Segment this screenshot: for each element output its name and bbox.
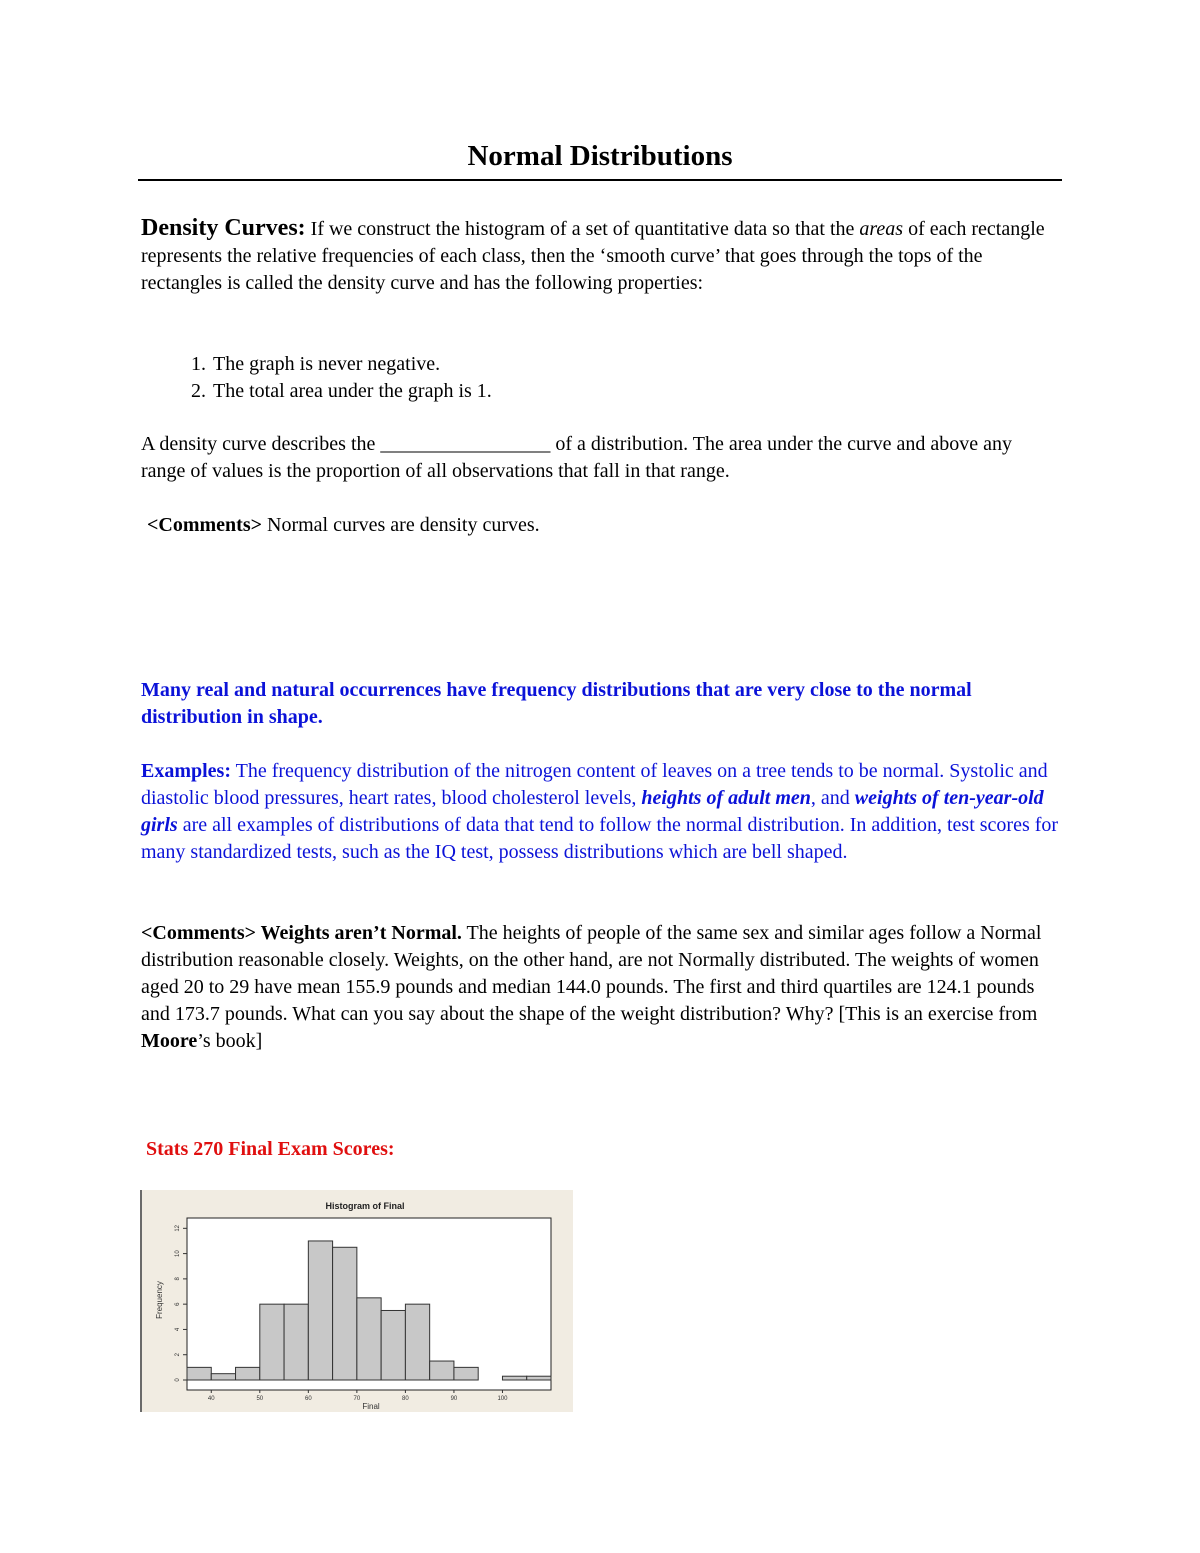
y-tick-label: 12 <box>175 1224 181 1232</box>
comment-normal-curves <box>147 512 1067 539</box>
x-axis-ticks <box>208 1390 508 1402</box>
examples-label: Examples: <box>141 760 231 782</box>
density-text-b: of each rectangle represents the relative frequencies of each class, then the ‘smooth curve’ that goes through the tops of the rectangles is called the density curve and has the following properties: <box>141 218 1045 294</box>
x-tick-label: 60 <box>304 1396 312 1402</box>
author-name: Moore <box>141 1030 198 1052</box>
areas-emphasis: areas <box>859 218 904 240</box>
y-axis-label: Frequency <box>155 1281 164 1319</box>
examples-paragraph <box>141 758 1061 866</box>
y-axis-ticks <box>175 1224 187 1381</box>
stats-section-title: Stats 270 Final Exam Scores: <box>146 1138 395 1160</box>
histogram-figure <box>140 1190 573 1412</box>
comment-text: Normal curves are density curves. <box>262 514 540 536</box>
weights-text-1: The heights of people of the same sex and similar ages follow a Normal distribution reasonable closely. Weights, on the other hand, are not Normally distributed. The weights of women aged 20 to 29 have mean 155.9 pounds and median 144.0 pounds. The first and third quartiles are 124.1 pounds and 173.7 pounds. What can you say about the shape of the weight distribution? Why? [This is an exercise from <box>141 922 1042 1025</box>
histogram-bar <box>187 1367 211 1380</box>
weights-text-2: ’s book] <box>197 1030 263 1052</box>
histogram-bar <box>236 1367 260 1380</box>
y-tick-label: 0 <box>175 1378 181 1382</box>
x-tick-label: 70 <box>353 1396 361 1402</box>
histogram-bar <box>430 1361 454 1380</box>
histogram-bar <box>502 1376 526 1380</box>
histogram-bar <box>454 1367 478 1380</box>
natural-occurrences-paragraph: Many real and natural occurrences have frequency distributions that are very close to the normal distribution in shape. <box>141 679 972 728</box>
density-curves-paragraph <box>141 215 1061 297</box>
page-title: Normal Distributions <box>467 140 733 172</box>
histogram-bar <box>260 1304 284 1380</box>
y-tick-label: 6 <box>175 1302 181 1306</box>
examples-text-3: are all examples of distributions of data that tend to follow the normal distribution. In addition, test scores for many standardized tests, such as the IQ test, possess distributions which are bell shaped. <box>141 814 1059 863</box>
title-underline <box>138 179 1062 181</box>
y-tick-label: 2 <box>175 1353 181 1357</box>
density-curves-term: Density Curves: <box>141 215 306 241</box>
weights-heading: Weights aren’t Normal. <box>256 922 462 944</box>
histogram-bar <box>527 1376 551 1380</box>
x-tick-label: 40 <box>207 1396 215 1402</box>
list-item: 1. The graph is never negative. <box>211 351 492 378</box>
x-tick-label: 100 <box>497 1396 508 1402</box>
list-item: 2. The total area under the graph is 1. <box>211 378 492 405</box>
heights-emphasis: heights of adult men <box>641 787 811 809</box>
histogram-bar <box>284 1304 308 1380</box>
x-tick-label: 50 <box>256 1396 264 1402</box>
chart-title: Histogram of Final <box>325 1201 405 1211</box>
density-describes-paragraph: A density curve describes the _________________ of a distribution. The area under the curve and above any range of values is the proportion of all observations that fall in that range. <box>141 433 1013 482</box>
density-text-a: If we construct the histogram of a set of quantitative data so that the <box>305 218 860 240</box>
histogram-bar <box>333 1247 357 1380</box>
x-axis-label: Final <box>362 1402 380 1411</box>
comment-weights-paragraph <box>141 920 1061 1055</box>
histogram-bar <box>405 1304 429 1380</box>
y-tick-label: 10 <box>175 1250 181 1257</box>
x-tick-label: 80 <box>402 1396 409 1402</box>
y-tick-label: 4 <box>175 1327 181 1332</box>
histogram-bar <box>357 1298 381 1380</box>
histogram-bar <box>381 1310 405 1380</box>
properties-list <box>171 351 492 405</box>
histogram-bar <box>308 1241 332 1380</box>
comment-tag: <Comments> <box>141 922 256 944</box>
weights-emphasis: weights of ten-year-old girls <box>141 787 1044 836</box>
x-tick-label: 90 <box>450 1396 458 1402</box>
examples-text-1: The frequency distribution of the nitrogen content of leaves on a tree tends to be normal. Systolic and diastolic blood pressures, heart rates, blood cholesterol levels, <box>141 760 1048 809</box>
y-tick-label: 8 <box>175 1277 181 1281</box>
histogram-bar <box>211 1374 235 1380</box>
examples-text-2: , and <box>810 787 855 809</box>
histogram-chart <box>142 1190 573 1412</box>
comment-tag: <Comments> <box>147 514 262 536</box>
